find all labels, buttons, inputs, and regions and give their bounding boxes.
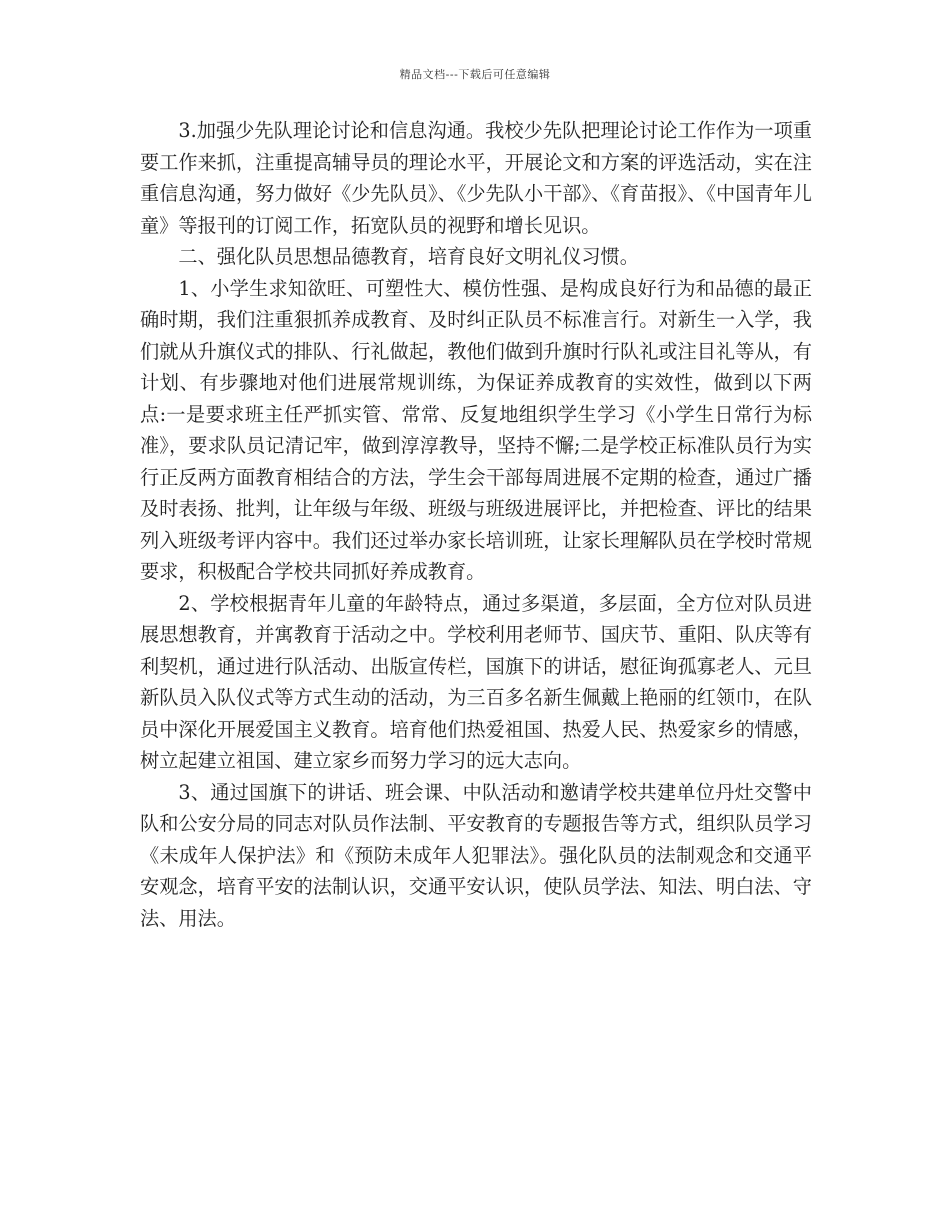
paragraph-1-habit-education: 1、小学生求知欲旺、可塑性大、模仿性强、是构成良好行为和品德的最正确时期，我们注重狠抓养成教育、及时纠正队员不标准言行。对新生一入学，我们就从升旗仪式的排队、行礼做起，教他们做到升旗时行队礼或注目礼等从，有计划、有步骤地对他们进展常规训练，为保证养成教育的实效性，做到以下两点:一是要求班主任严抓实管、常常、反复地组织学生学习《小学生日常行为标准》，要求队员记清记牢，做到淳淳教导，坚持不懈;二是学校正标准队员行为实行正反两方面教育相结合的方法，学生会干部每周进展不定期的检查，通过广播及时表扬、批判，让年级与年级、班级与班级进展评比，并把检查、评比的结果列入班级考评内容中。我们还过举办家长培训班，让家长理解队员在学校时常规要求，积极配合学校共同抓好养成教育。 (140, 276, 812, 583)
paragraph-3-theory-discussion: 3.加强少先队理论讨论和信息沟通。我校少先队把理论讨论工作作为一项重要工作来抓，注重提高辅导员的理论水平，开展论文和方案的评选活动，实在注重信息沟通，努力做好《少先队员》、《少先队小干部》、《育苗报》、《中国青年儿童》等报刊的订阅工作，拓宽队员的视野和增长见识。 (140, 119, 812, 237)
page-header: 精品文档---下载后可任意编辑 (399, 68, 551, 81)
paragraph-3-legal-safety-education: 3、通过国旗下的讲话、班会课、中队活动和邀请学校共建单位丹灶交警中队和公安分局的同志对队员作法制、平安教育的专题报告等方式，组织队员学习《未成年人保护法》和《预防未成年人犯罪法》。强化队员的法制观念和交通平安观念，培育平安的法制认识，交通平安认识，使队员学法、知法、明白法、守法、用法。 (140, 780, 812, 930)
paragraph-2-ideological-education: 2、学校根据青年儿童的年龄特点，通过多渠道，多层面，全方位对队员进展思想教育，并寓教育于活动之中。学校利用老师节、国庆节、重阳、队庆等有利契机，通过进行队活动、出版宣传栏，国旗下的讲话，慰征询孤寡老人、元旦新队员入队仪式等方式生动的活动，为三百多名新生佩戴上艳丽的红领巾，在队员中深化开展爱国主义教育。培育他们热爱祖国、热爱人民、热爱家乡的情感，树立起建立祖国、建立家乡而努力学习的远大志向。 (140, 591, 812, 772)
document-body (140, 115, 812, 934)
section-heading-moral-education: 二、强化队员思想品德教育，培育良好文明礼仪习惯。 (178, 245, 639, 268)
